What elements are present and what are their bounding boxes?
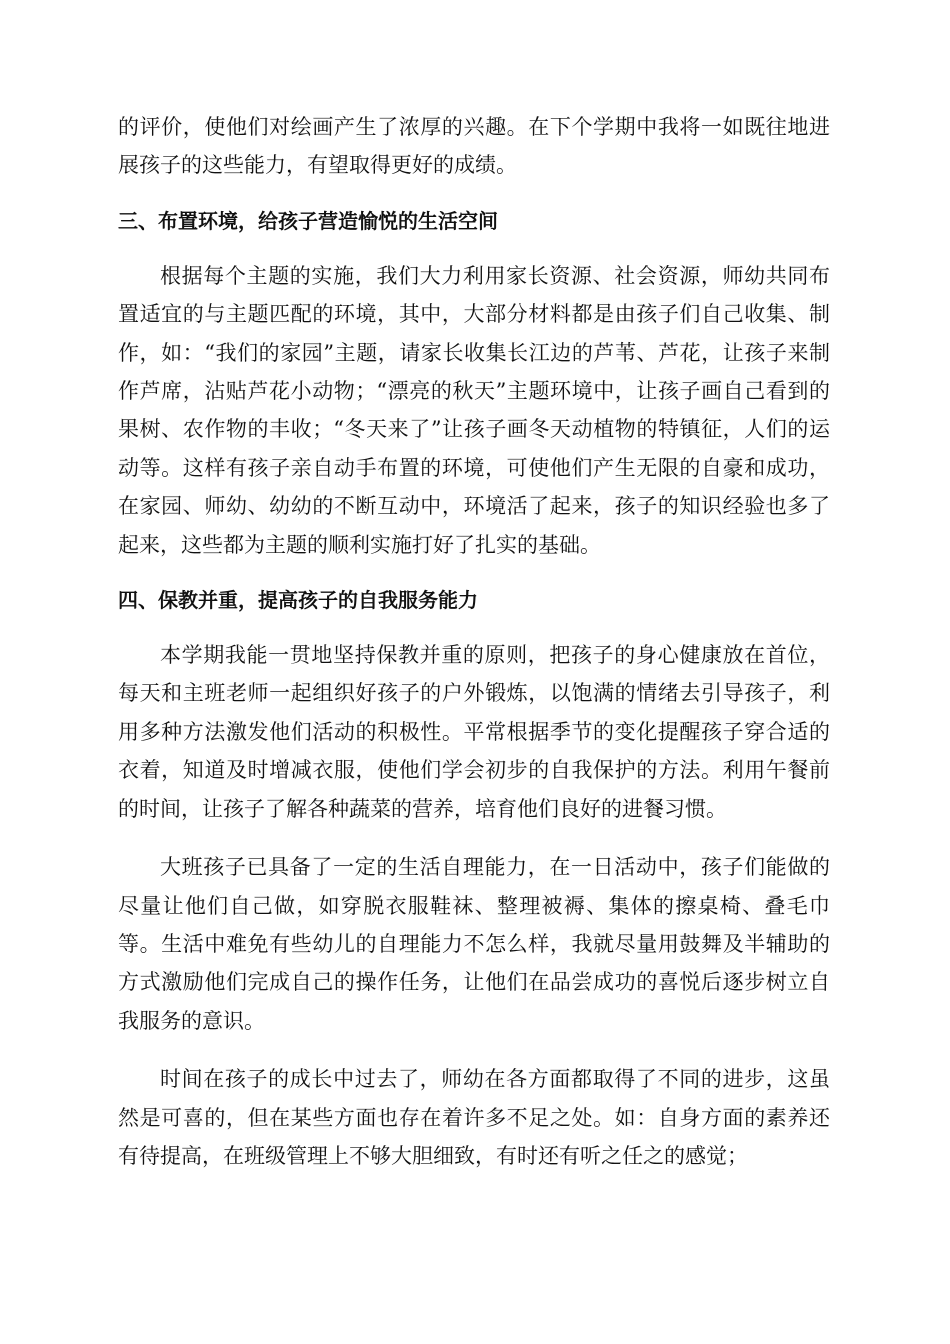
paragraph-care-education: 本学期我能一贯地坚持保教并重的原则，把孩子的身心健康放在首位，每天和主班老师一起组织好孩子的户外锻炼，以饱满的情绪去引导孩子，利用多种方法激发他们活动的积极性。平常根据季节的变化提醒孩子穿合适的衣着，知道及时增减衣服，使他们学会初步的自我保护的方法。利用午餐前的时间，让孩子了解各种蔬菜的营养，培育他们良好的进餐习惯。 — [118, 643, 830, 821]
section-heading-3: 三、布置环境，给孩子营造愉悦的生活空间 — [118, 208, 498, 233]
spacer — [118, 828, 830, 848]
section-heading-4: 四、保教并重，提高孩子的自我服务能力 — [118, 588, 478, 613]
spacer — [118, 619, 830, 636]
document-body — [118, 108, 830, 1175]
paragraph-environment: 根据每个主题的实施，我们大力利用家长资源、社会资源，师幼共同布置适宜的与主题匹配的环境，其中，大部分材料都是由孩子们自己收集、制作，如：“我们的家园”主题，请家长收集长江边的芦苇、芦花，让孩子来制作芦席，沾贴芦花小动物；“漂亮的秋天”主题环境中，让孩子画自己看到的果树、农作物的丰收；“冬天来了”让孩子画冬天动植物的特镇征，人们的运动等。这样有孩子亲自动手布置的环境，可使他们产生无限的自豪和成功，在家园、师幼、幼幼的不断互动中，环境活了起来，孩子的知识经验也多了起来，这些都为主题的顺利实施打好了扎实的基础。 — [118, 263, 830, 557]
spacer — [118, 240, 830, 257]
spacer — [118, 185, 830, 202]
paragraph-reflection: 时间在孩子的成长中过去了，师幼在各方面都取得了不同的进步，这虽然是可喜的，但在某些方面也存在着许多不足之处。如：自身方面的素养还有待提高，在班级管理上不够大胆细致，有时还有听之任之的感觉； — [118, 1067, 830, 1168]
spacer — [118, 564, 830, 581]
paragraph-self-care: 大班孩子已具备了一定的生活自理能力，在一日活动中，孩子们能做的尽量让他们自己做，如穿脱衣服鞋袜、整理被褥、集体的擦桌椅、叠毛巾等。生活中难免有些幼儿的自理能力不怎么样，我就尽量用鼓舞及半辅助的方式激励他们完成自己的操作任务，让他们在品尝成功的喜悦后逐步树立自我服务的意识。 — [118, 855, 830, 1033]
spacer — [118, 1040, 830, 1060]
paragraph-continued: 的评价，使他们对绘画产生了浓厚的兴趣。在下个学期中我将一如既往地进展孩子的这些能力，有望取得更好的成绩。 — [118, 115, 830, 178]
